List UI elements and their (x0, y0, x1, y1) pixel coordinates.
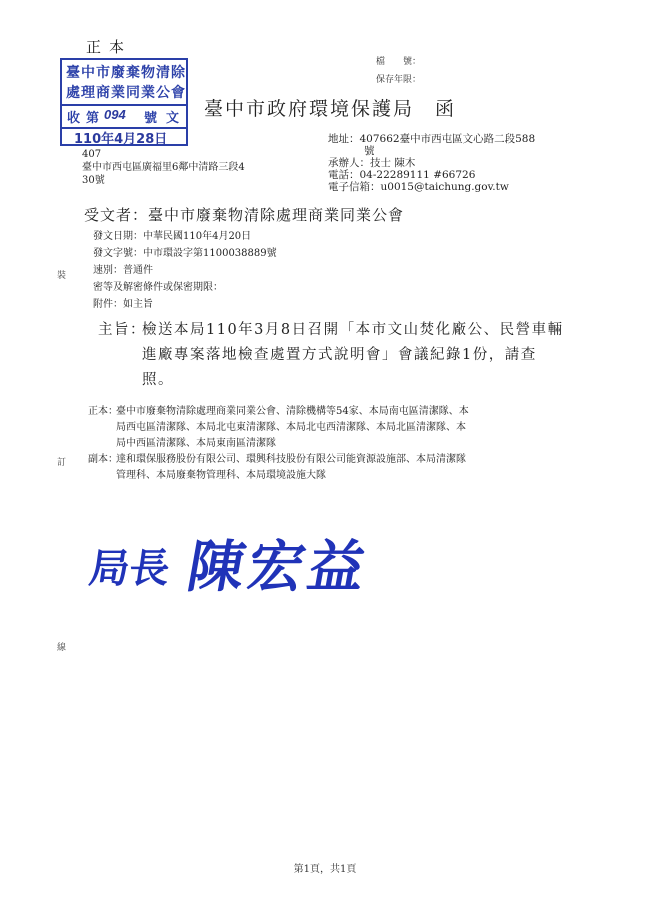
stamp-org-line2: 處理商業同業公會 (66, 85, 186, 101)
copy-mark: 正本 (86, 38, 133, 56)
signature-name: 陳宏益 (182, 535, 375, 600)
contact-address-line1: 地址：407662臺中市西屯區文心路二段588 (328, 133, 536, 145)
agency-title: 臺中市政府環境保護局 函 (204, 98, 457, 120)
stamp-received-date: 110年4月28日 (74, 132, 168, 147)
stamp-number: 094 (104, 107, 126, 122)
contact-phone: 電話：04-22289111 #66726 (328, 169, 476, 181)
subject-line: 檢送本局110年3月8日召開「本市文山焚化廠公、民營車輛 (142, 322, 564, 338)
copy-recipients-label: 副本： (88, 454, 118, 465)
signature-title: 局長 (86, 546, 173, 592)
recipient-address-line: 30號 (82, 175, 105, 186)
recipient: 受文者：臺中市廢棄物清除處理商業同業公會 (84, 206, 405, 224)
subject-line: 進廠專案落地檢查處置方式說明會」會議紀錄1份，請查 (142, 347, 537, 363)
file-number-label: 檔 號： (376, 57, 422, 67)
copy-recipients-line: 管理科、本局廢棄物管理科、本局環境設施大隊 (116, 470, 326, 481)
page-footer: 第1頁，共1頁 (293, 864, 357, 875)
contact-email: 電子信箱：u0015@taichung.gov.tw (328, 181, 509, 193)
original-recipients-line: 局中西區清潔隊、本局東南區清潔隊 (116, 438, 276, 449)
recipient-address-line: 臺中市西屯區廣福里6鄰中清路三段4 (82, 162, 245, 173)
margin-mark-staple: 訂 (57, 458, 67, 468)
retention-label: 保存年限： (376, 75, 422, 85)
attachment: 附件：如主旨 (93, 299, 153, 310)
contact-handler: 承辦人：技士 陳木 (328, 157, 416, 169)
stamp-received-label: 收 (67, 111, 81, 126)
stamp-org-line1: 臺中市廢棄物清除 (66, 65, 186, 81)
signature-svg (86, 530, 425, 600)
received-stamp (60, 58, 188, 146)
stamp-number-prefix: 第 (86, 111, 100, 126)
original-recipients-line: 臺中市廢棄物清除處理商業同業公會、清除機構等54家、本局南屯區清潔隊、本 (116, 406, 469, 417)
document-meta (93, 228, 277, 313)
stamp-category: 文 (166, 111, 180, 126)
recipient-address (82, 148, 245, 187)
margin-mark-bind: 裝 (57, 271, 67, 281)
original-recipients-label: 正本： (88, 406, 118, 417)
contact-block (328, 133, 568, 193)
director-signature (86, 530, 425, 600)
speed: 速別：普通件 (93, 265, 153, 276)
stamp-number-suffix: 號 (144, 111, 158, 126)
doc-number: 發文字號：中市環設字第1100038889號 (93, 248, 277, 259)
stamp-number-row (62, 104, 186, 129)
original-recipients-line: 局西屯區清潔隊、本局北屯東清潔隊、本局北屯西清潔隊、本局北區清潔隊、本 (116, 422, 466, 433)
issue-date: 發文日期：中華民國110年4月20日 (93, 231, 252, 242)
subject-line: 照。 (142, 372, 174, 388)
contact-address-line2: 號 (364, 145, 375, 157)
subject-label: 主旨： (98, 322, 146, 338)
recipient-address-line: 407 (82, 149, 102, 160)
copy-recipients-line: 達和環保服務股份有限公司、環興科技股份有限公司能資源設施部、本局清潔隊 (116, 454, 466, 465)
distribution (88, 404, 576, 484)
margin-mark-line: 線 (57, 643, 67, 653)
confidentiality: 密等及解密條件或保密期限： (93, 282, 223, 293)
